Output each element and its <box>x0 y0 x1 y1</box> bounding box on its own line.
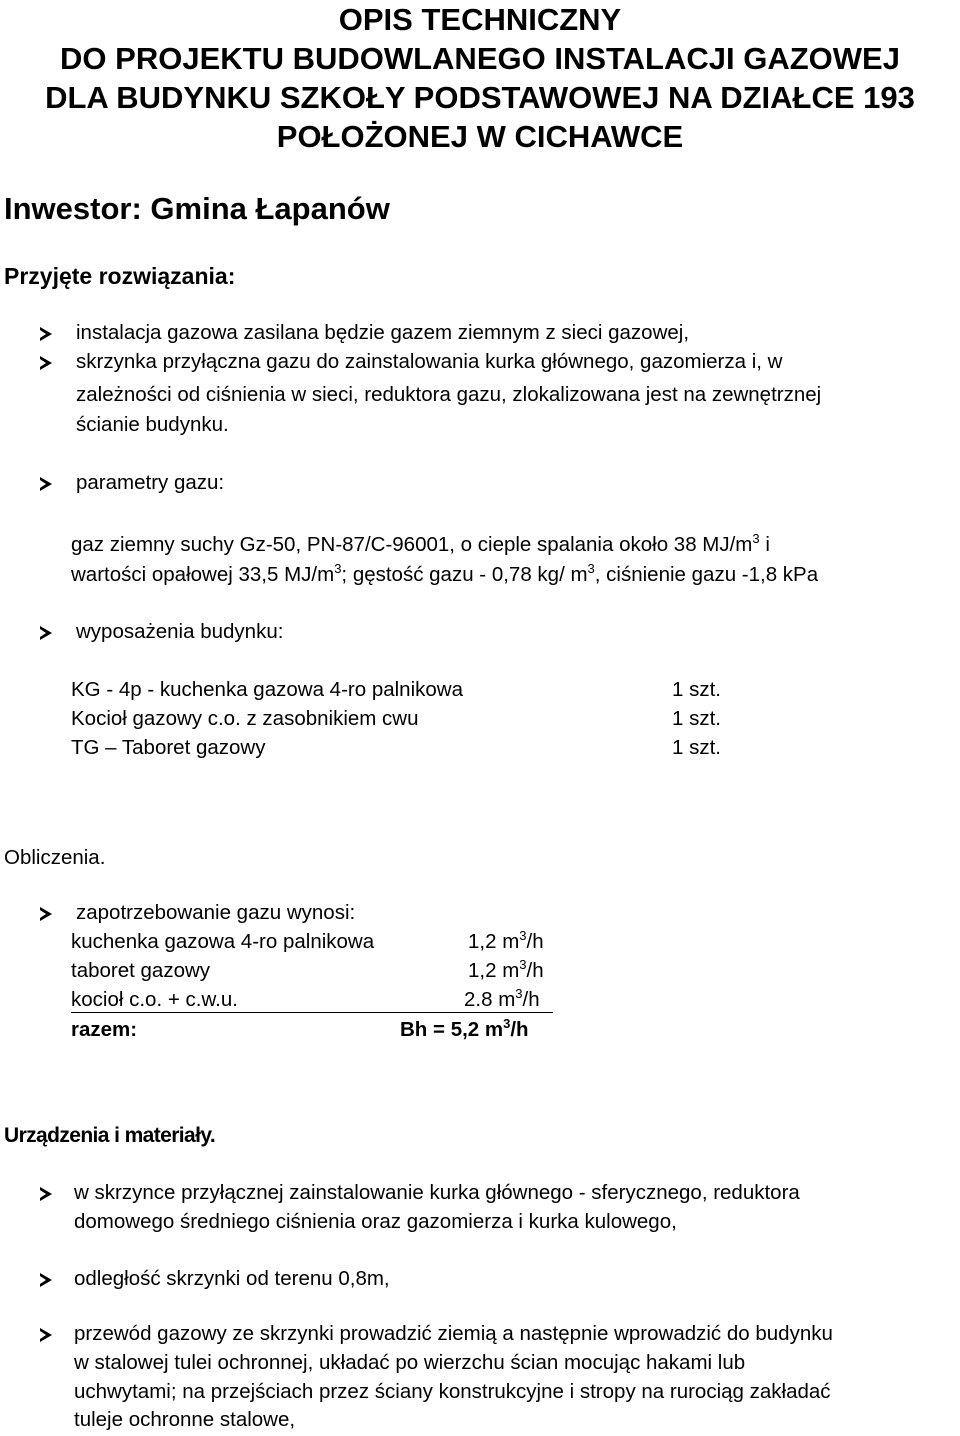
title-line-2: DO PROJEKTU BUDOWLANEGO INSTALACJI GAZOWEJ <box>60 41 900 76</box>
calc-row-name: taboret gazowy <box>71 959 211 982</box>
equipment-item-qty: 1 szt. <box>672 707 721 730</box>
investor-heading: Inwestor: Gmina Łapanów <box>4 191 390 226</box>
solution-item-2-line-1: skrzynka przyłączna gazu do zainstalowania kurka głównego, gazomierza i, w <box>76 350 783 373</box>
solution-item-1: instalacja gazowa zasilana będzie gazem ziemnym z sieci gazowej, <box>76 321 690 344</box>
calc-row-name: kocioł c.o. + c.w.u. <box>71 988 238 1011</box>
gas-params-line-2: wartości opałowej 33,5 $MJ/m^3$; gęstość gazu - 0,78 kg/ $m^3$, ciśnienie gazu -1,8 kPa <box>71 561 819 586</box>
equipment-label: wyposażenia budynku: <box>76 620 284 643</box>
equipment-item-name: Kocioł gazowy c.o. z zasobnikiem cwu <box>71 707 419 730</box>
materials-heading: Urządzenia i materiały. <box>4 1124 216 1147</box>
bullet-arrow-icon <box>40 1273 52 1287</box>
materials-item-3-line-4: tuleje ochronne stalowe, <box>74 1408 296 1431</box>
materials-item-3-line-2: w stalowej tulei ochronnej, układać po wierzchu ścian mocując hakami lub <box>74 1351 746 1374</box>
calc-row-value: 2.8 $m^3/h$ <box>464 986 540 1011</box>
bullet-arrow-icon <box>40 356 52 370</box>
solution-item-2-line-3: ścianie budynku. <box>76 413 229 436</box>
equipment-item-qty: 1 szt. <box>672 678 721 701</box>
title-line-1: OPIS TECHNICZNY <box>338 2 622 37</box>
materials-item-3-line-3: uchwytami; na przejściach przez ściany konstrukcyjne i stropy na rurociąg zakładać <box>74 1380 831 1403</box>
gas-params-label: parametry gazu: <box>76 471 225 494</box>
bullet-arrow-icon <box>40 477 52 491</box>
calc-row-value: 1,2 $m^3/h$ <box>468 928 544 953</box>
bullet-arrow-icon <box>40 1328 52 1342</box>
calc-row-value: 1,2 $m^3/h$ <box>468 957 544 982</box>
calculations-label: zapotrzebowanie gazu wynosi: <box>76 901 356 924</box>
bullet-arrow-icon <box>40 1187 52 1201</box>
materials-item-3-line-1: przewód gazowy ze skrzynki prowadzić ziemią a następnie wprowadzić do budynku <box>74 1322 833 1345</box>
calc-total-label: razem: <box>71 1018 138 1041</box>
equipment-item-name: TG – Taboret gazowy <box>71 736 266 759</box>
materials-item-1-line-2: domowego średniego ciśnienia oraz gazomierza i kurka kulowego, <box>74 1210 677 1233</box>
solutions-heading: Przyjęte rozwiązania: <box>4 263 236 289</box>
bullet-arrow-icon <box>40 327 52 341</box>
document-title <box>0 0 960 156</box>
solution-item-2-line-2: zależności od ciśnienia w sieci, reduktora gazu, zlokalizowana jest na zewnętrznej <box>76 383 822 406</box>
bullet-arrow-icon <box>40 907 52 921</box>
materials-item-2: odległość skrzynki od terenu 0,8m, <box>74 1267 390 1290</box>
title-line-3: DLA BUDYNKU SZKOŁY PODSTAWOWEJ NA DZIAŁCE 193 <box>45 80 915 115</box>
title-line-4: POŁOŻONEJ W CICHAWCE <box>276 119 684 154</box>
gas-params-line-1: gaz ziemny suchy Gz-50, PN-87/C-96001, o cieple spalania około 38 $MJ/m^3$ i <box>71 531 770 556</box>
bullet-arrow-icon <box>40 626 52 640</box>
calculations-heading: Obliczenia. <box>4 846 106 869</box>
equipment-item-name: KG - 4p - kuchenka gazowa 4-ro palnikowa <box>71 678 463 701</box>
materials-item-1-line-1: w skrzynce przyłącznej zainstalowanie kurka głównego - sferycznego, reduktora <box>74 1181 800 1204</box>
calc-total-value: Bh = 5,2 $m^3/h$ <box>400 1016 529 1041</box>
equipment-item-qty: 1 szt. <box>672 736 721 759</box>
sum-divider-line <box>71 1012 553 1013</box>
calc-row-name: kuchenka gazowa 4-ro palnikowa <box>71 930 375 953</box>
